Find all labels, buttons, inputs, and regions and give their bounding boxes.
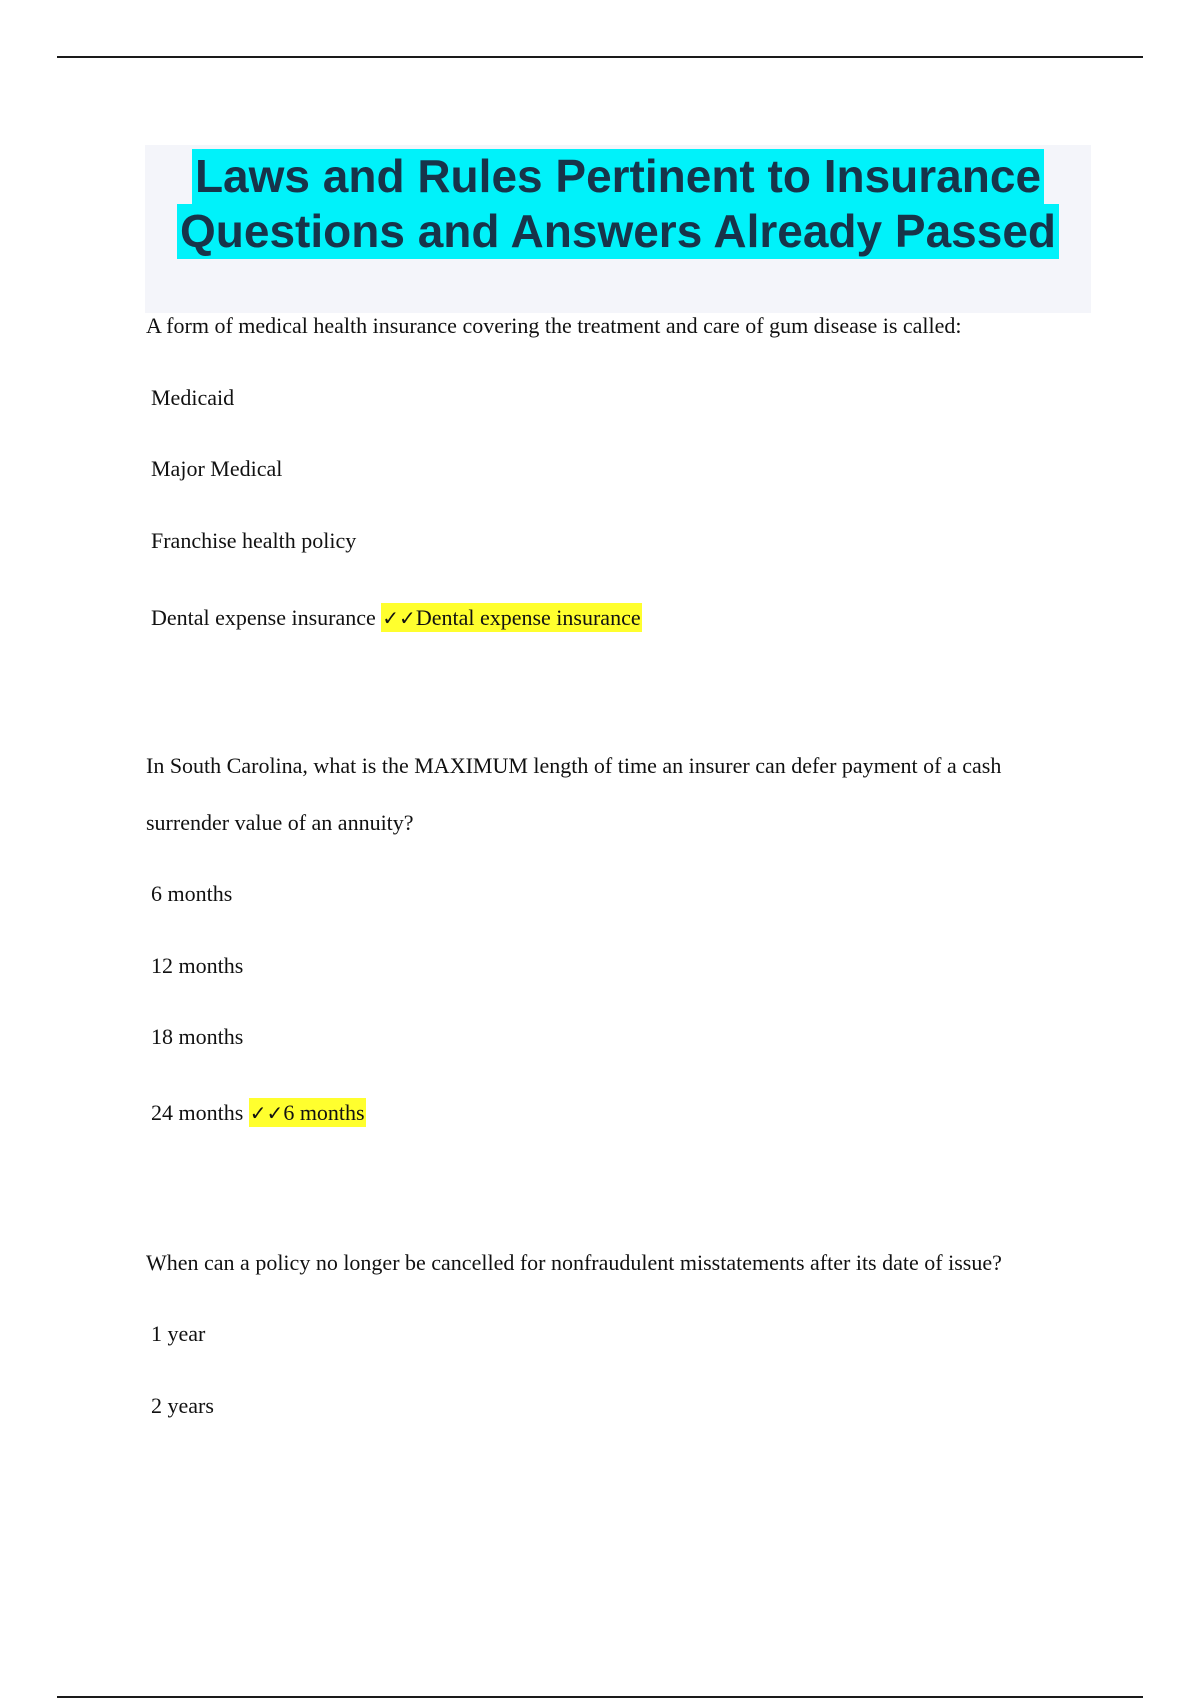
- q2-answer: 6 months: [283, 1100, 365, 1125]
- q2-answer-highlight: [249, 1098, 366, 1127]
- top-rule: [57, 56, 1143, 58]
- q2-option-2: 12 months: [151, 953, 244, 978]
- question-2-line-1: In South Carolina, what is the MAXIMUM length of time an insurer can defer payment of a cash: [146, 753, 1002, 778]
- title-line-2: Questions and Answers Already Passed: [177, 204, 1059, 259]
- double-check-icon: ✓✓: [249, 1101, 284, 1125]
- bottom-rule: [57, 1696, 1143, 1698]
- double-check-icon: ✓✓: [382, 606, 416, 630]
- question-3: When can a policy no longer be cancelled for nonfraudulent misstatements after its date of issue?: [146, 1250, 1002, 1275]
- q2-option-3: 18 months: [151, 1024, 244, 1049]
- q2-option-4: 24 months: [151, 1100, 244, 1125]
- q1-option-3: Franchise health policy: [151, 528, 357, 553]
- q1-option-1: Medicaid: [151, 385, 235, 410]
- q2-option-1: 6 months: [151, 881, 233, 906]
- q1-option-4: Dental expense insurance: [151, 605, 376, 630]
- q1-option-2: Major Medical: [151, 456, 283, 481]
- q2-option-4-row: [151, 1099, 366, 1127]
- question-1: A form of medical health insurance covering the treatment and care of gum disease is called:: [146, 313, 962, 338]
- title-line-1: Laws and Rules Pertinent to Insurance: [192, 149, 1044, 204]
- q3-option-2: 2 years: [151, 1393, 214, 1418]
- q1-option-4-row: [151, 604, 642, 632]
- question-2-line-2: surrender value of an annuity?: [146, 810, 414, 835]
- q1-answer-highlight: [381, 603, 641, 632]
- q1-answer: Dental expense insurance: [415, 605, 641, 630]
- q3-option-1: 1 year: [151, 1321, 206, 1346]
- document-title: [145, 145, 1091, 313]
